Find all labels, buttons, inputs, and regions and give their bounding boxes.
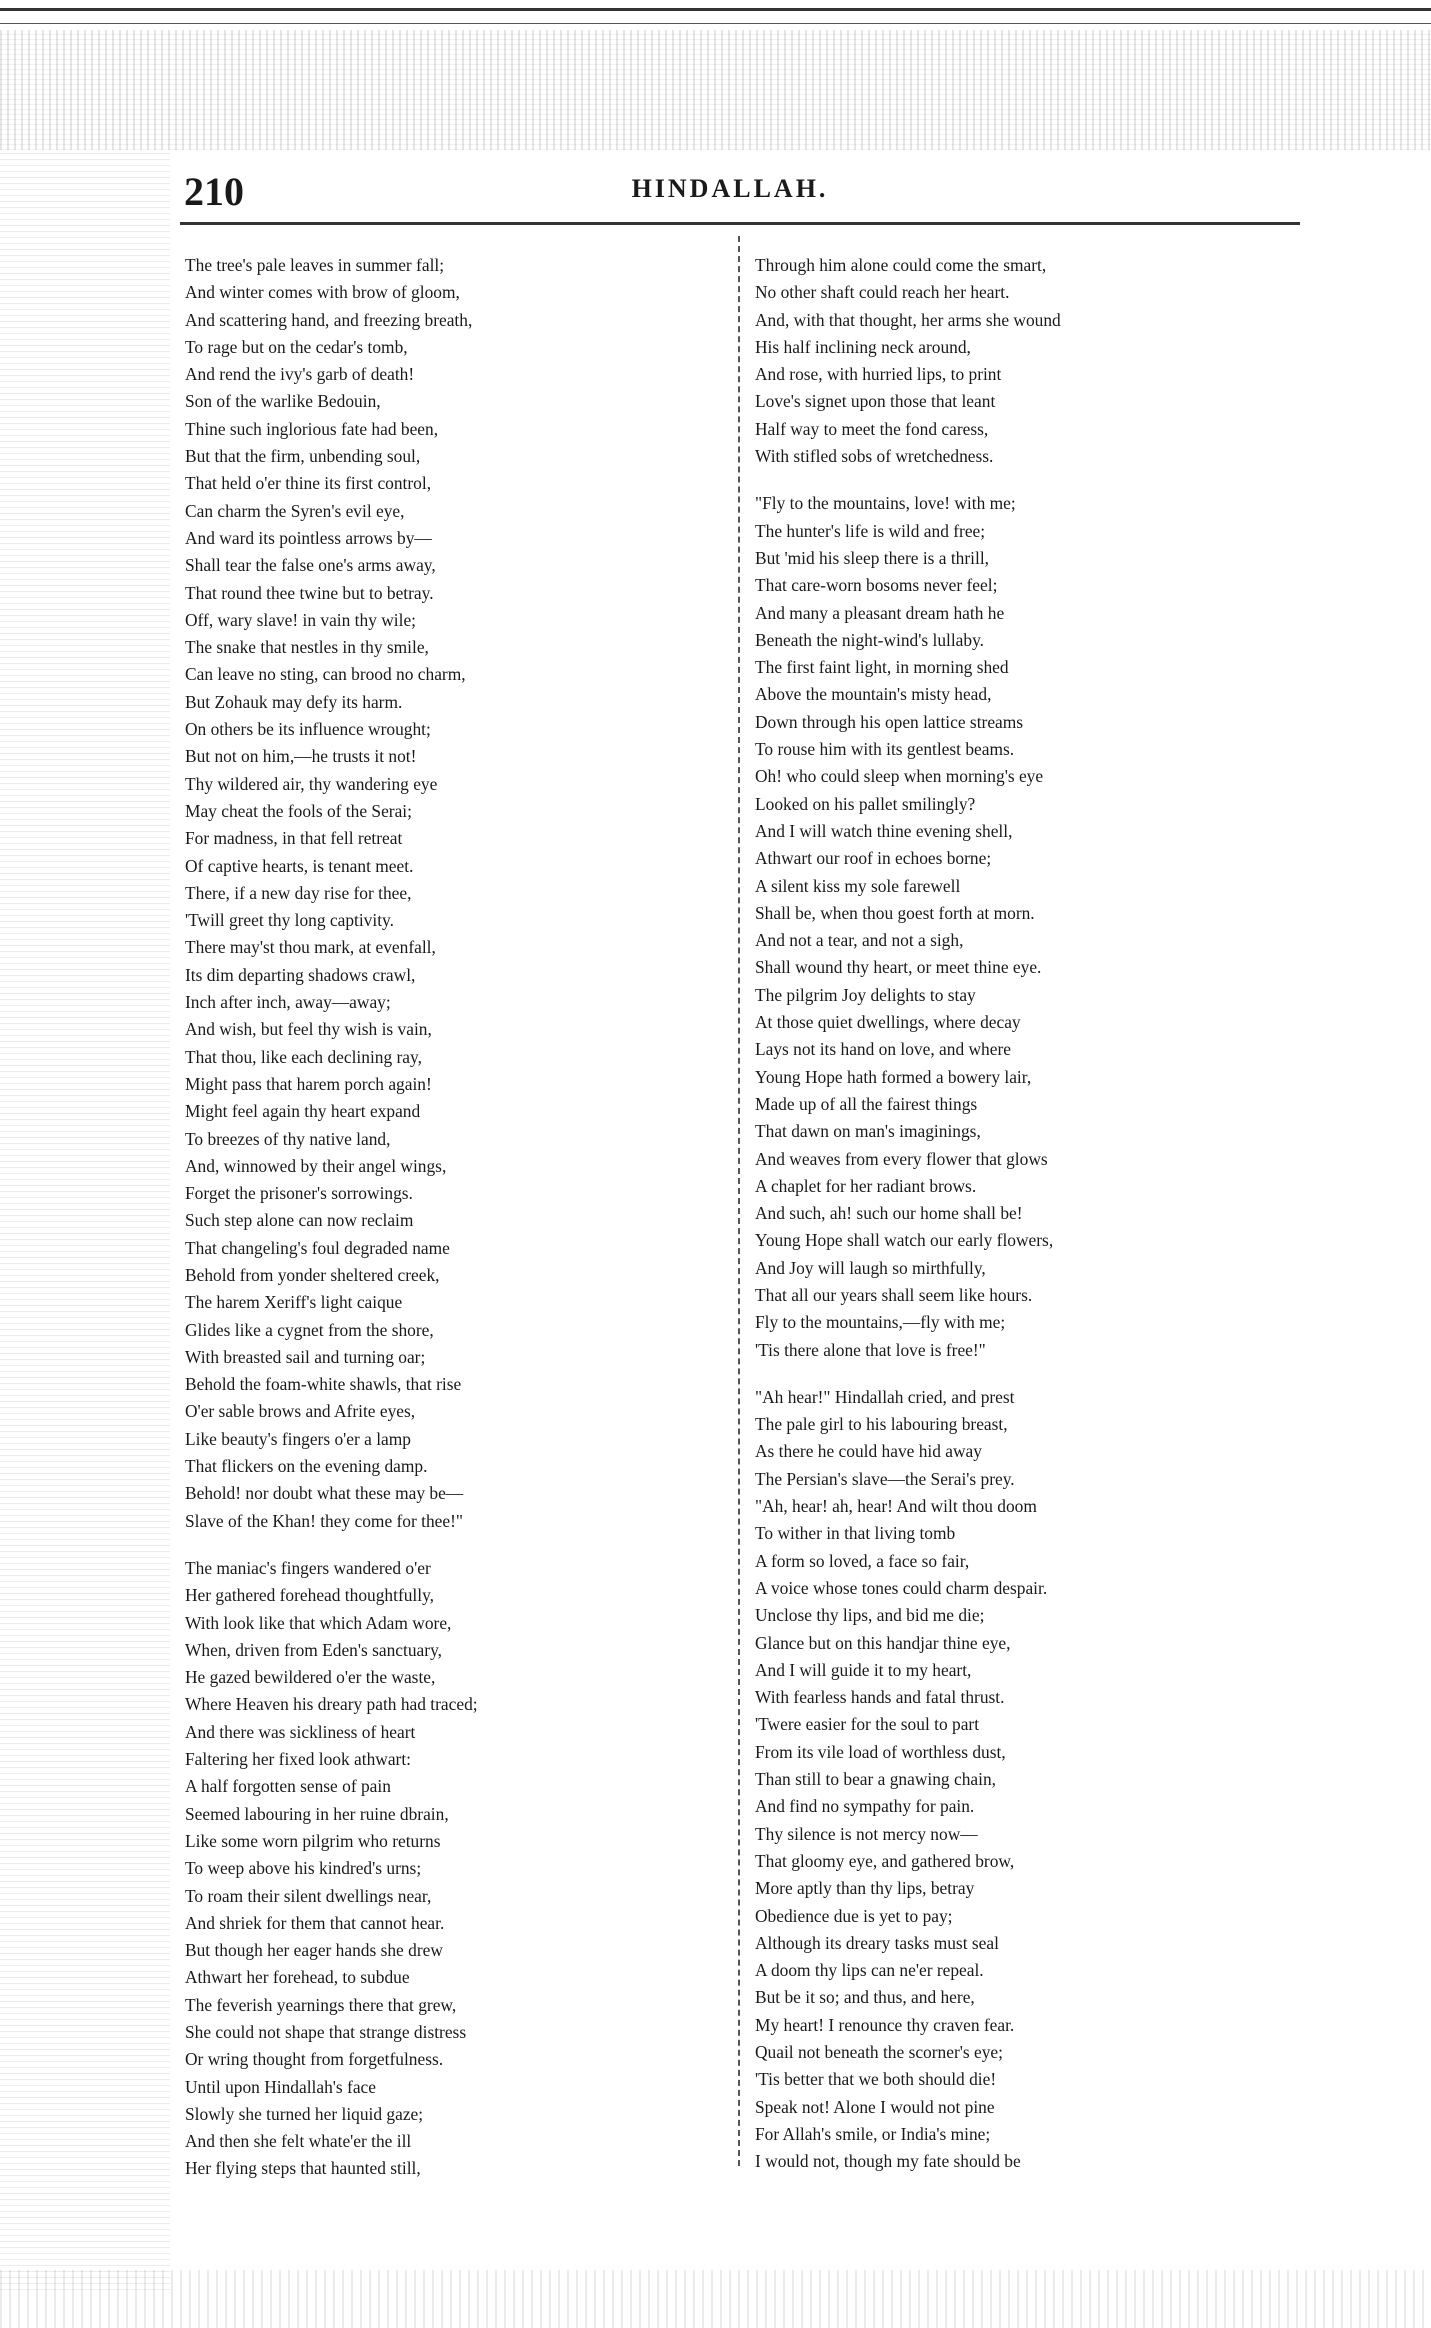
poem-line: Beneath the night-wind's lullaby. bbox=[755, 629, 985, 650]
poem-line: That held o'er thine its first control, bbox=[185, 473, 432, 494]
poem-line: And wish, but feel thy wish is vain, bbox=[185, 1019, 432, 1040]
poem-line: And rose, with hurried lips, to print bbox=[755, 364, 1002, 385]
poem-line: A chaplet for her radiant brows. bbox=[755, 1175, 977, 1196]
poem-line: A voice whose tones could charm despair. bbox=[755, 1577, 1048, 1598]
poem-line: No other shaft could reach her heart. bbox=[755, 282, 1010, 303]
poem-line: My heart! I renounce thy craven fear. bbox=[755, 2014, 1015, 2035]
poem-line: Slave of the Khan! they come for thee!" bbox=[185, 1510, 463, 1531]
poem-line: "Fly to the mountains, love! with me; bbox=[755, 493, 1016, 514]
poem-line: Might feel again thy heart expand bbox=[185, 1101, 421, 1122]
poem-line: Behold! nor doubt what these may be— bbox=[185, 1483, 464, 1504]
poem-line: Love's signet upon those that leant bbox=[755, 391, 996, 412]
scan-noise-left bbox=[0, 150, 170, 2290]
poem-line: Glides like a cygnet from the shore, bbox=[185, 1319, 434, 1340]
poem-line: Speak not! Alone I would not pine bbox=[755, 2096, 995, 2117]
poem-line: And many a pleasant dream hath he bbox=[755, 602, 1005, 623]
poem-line: 'Twill greet thy long captivity. bbox=[185, 910, 394, 931]
poem-line: The snake that nestles in thy smile, bbox=[185, 637, 429, 658]
poem-line: 'Tis there alone that love is free!" bbox=[755, 1339, 986, 1360]
poem-line: Forget the prisoner's sorrowings. bbox=[185, 1183, 413, 1204]
poem-line: Young Hope hath formed a bowery lair, bbox=[755, 1066, 1032, 1087]
stanza-gap bbox=[755, 1364, 1315, 1384]
poem-line: "Ah hear!" Hindallah cried, and prest bbox=[755, 1386, 1015, 1407]
poem-line: A half forgotten sense of pain bbox=[185, 1776, 391, 1797]
poem-line: From its vile load of worthless dust, bbox=[755, 1741, 1006, 1762]
poem-line: His half inclining neck around, bbox=[755, 336, 971, 357]
column-divider bbox=[738, 236, 740, 2166]
poem-line: Such step alone can now reclaim bbox=[185, 1210, 414, 1231]
poem-line: He gazed bewildered o'er the waste, bbox=[185, 1667, 436, 1688]
poem-line: Down through his open lattice streams bbox=[755, 711, 1024, 732]
poem-line: That flickers on the evening damp. bbox=[185, 1456, 428, 1477]
stanza-gap bbox=[185, 1535, 725, 1555]
poem-line: Through him alone could come the smart, bbox=[755, 255, 1047, 275]
poem-line: 'Tis better that we both should die! bbox=[755, 2069, 997, 2090]
poem-line: The pale girl to his labouring breast, bbox=[755, 1414, 1008, 1435]
poem-line: And ward its pointless arrows by— bbox=[185, 527, 432, 548]
poem-line: Glance but on this handjar thine eye, bbox=[755, 1632, 1011, 1653]
poem-line: And not a tear, and not a sigh, bbox=[755, 930, 964, 951]
poem-line: To rage but on the cedar's tomb, bbox=[185, 336, 408, 357]
poem-line: Son of the warlike Bedouin, bbox=[185, 391, 381, 412]
scan-noise-bottom bbox=[0, 2270, 1431, 2328]
poem-line: Shall tear the false one's arms away, bbox=[185, 555, 436, 576]
poem-line: Thine such inglorious fate had been, bbox=[185, 418, 439, 439]
poem-line: Slowly she turned her liquid gaze; bbox=[185, 2103, 424, 2124]
poem-line: I would not, though my fate should be bbox=[755, 2151, 1021, 2172]
poem-line: And scattering hand, and freezing breath, bbox=[185, 309, 473, 330]
poem-line: The harem Xeriff's light caique bbox=[185, 1292, 403, 1313]
poem-line: May cheat the fools of the Serai; bbox=[185, 800, 412, 821]
poem-line: On others be its influence wrought; bbox=[185, 719, 431, 740]
poem-line: For madness, in that fell retreat bbox=[185, 828, 403, 849]
poem-line: And, with that thought, her arms she wound bbox=[755, 309, 1061, 330]
poem-line: Obedience due is yet to pay; bbox=[755, 1905, 953, 1926]
poem-line: Than still to bear a gnawing chain, bbox=[755, 1769, 996, 1790]
poem-line: But not on him,—he trusts it not! bbox=[185, 746, 417, 767]
poem-line: Her flying steps that haunted still, bbox=[185, 2158, 421, 2179]
poem-line: And weaves from every flower that glows bbox=[755, 1148, 1048, 1169]
poem-line: And I will watch thine evening shell, bbox=[755, 820, 1013, 841]
poem-line: For Allah's smile, or India's mine; bbox=[755, 2123, 991, 2144]
poem-line: And find no sympathy for pain. bbox=[755, 1796, 975, 1817]
poem-line: Athwart our roof in echoes borne; bbox=[755, 848, 992, 869]
poem-line: Fly to the mountains,—fly with me; bbox=[755, 1312, 1006, 1333]
poem-line: Thy wildered air, thy wandering eye bbox=[185, 773, 438, 794]
poem-line: But 'mid his sleep there is a thrill, bbox=[755, 547, 990, 568]
poem-line: The feverish yearnings there that grew, bbox=[185, 1994, 457, 2015]
poem-line: Although its dreary tasks must seal bbox=[755, 1932, 999, 1953]
poem-line: To rouse him with its gentlest beams. bbox=[755, 739, 1015, 760]
poem-line: That round thee twine but to betray. bbox=[185, 582, 434, 603]
poem-line: With look like that which Adam wore, bbox=[185, 1612, 452, 1633]
poem-line: Lays not its hand on love, and where bbox=[755, 1039, 1011, 1060]
poem-line: Shall wound thy heart, or meet thine eye. bbox=[755, 957, 1042, 978]
poem-line: The pilgrim Joy delights to stay bbox=[755, 984, 976, 1005]
poem-line: The maniac's fingers wandered o'er bbox=[185, 1557, 431, 1578]
poem-line: And shriek for them that cannot hear. bbox=[185, 1912, 445, 1933]
top-border-rule bbox=[0, 8, 1431, 24]
poem-line: But that the firm, unbending soul, bbox=[185, 446, 421, 467]
running-head: HINDALLAH. bbox=[631, 174, 829, 203]
poem-line: Like some worn pilgrim who returns bbox=[185, 1830, 441, 1851]
poem-line: A doom thy lips can ne'er repeal. bbox=[755, 1960, 984, 1981]
poem-line: Faltering her fixed look athwart: bbox=[185, 1749, 412, 1770]
poem-line: Behold from yonder sheltered creek, bbox=[185, 1264, 440, 1285]
poem-line: Above the mountain's misty head, bbox=[755, 684, 992, 705]
poem-line: To wither in that living tomb bbox=[755, 1523, 956, 1544]
poem-line: More aptly than thy lips, betray bbox=[755, 1878, 975, 1899]
poem-line: The first faint light, in morning shed bbox=[755, 657, 1009, 678]
poem-line: Half way to meet the fond caress, bbox=[755, 418, 989, 439]
poem-line: With stifled sobs of wretchedness. bbox=[755, 446, 994, 467]
poem-line: Athwart her forehead, to subdue bbox=[185, 1967, 410, 1988]
poem-line: O'er sable brows and Afrite eyes, bbox=[185, 1401, 416, 1422]
poem-line: Young Hope shall watch our early flowers, bbox=[755, 1230, 1054, 1251]
poem-line: Unclose thy lips, and bid me die; bbox=[755, 1605, 985, 1626]
poem-line: Can charm the Syren's evil eye, bbox=[185, 500, 405, 521]
poem-line: Off, wary slave! in vain thy wile; bbox=[185, 609, 417, 630]
poem-line: But be it so; and thus, and here, bbox=[755, 1987, 975, 2008]
poem-line: Until upon Hindallah's face bbox=[185, 2076, 376, 2097]
poem-line: And such, ah! such our home shall be! bbox=[755, 1203, 1023, 1224]
poem-line: Like beauty's fingers o'er a lamp bbox=[185, 1428, 411, 1449]
poem-line: That changeling's foul degraded name bbox=[185, 1237, 450, 1258]
poem-line: And rend the ivy's garb of death! bbox=[185, 364, 415, 385]
poem-line: With breasted sail and turning oar; bbox=[185, 1346, 426, 1367]
poem-line: Made up of all the fairest things bbox=[755, 1093, 978, 1114]
poem-line: Might pass that harem porch again! bbox=[185, 1073, 432, 1094]
poem-line: When, driven from Eden's sanctuary, bbox=[185, 1639, 442, 1660]
poem-line: 'Twere easier for the soul to part bbox=[755, 1714, 980, 1735]
poem-line: There may'st thou mark, at evenfall, bbox=[185, 937, 436, 958]
poem-line: "Ah, hear! ah, hear! And wilt thou doom bbox=[755, 1496, 1037, 1517]
poem-line: That thou, like each declining ray, bbox=[185, 1046, 422, 1067]
poem-line: And winter comes with brow of gloom, bbox=[185, 282, 460, 303]
poem-line: Her gathered forehead thoughtfully, bbox=[185, 1585, 435, 1606]
poem-line: But though her eager hands she drew bbox=[185, 1940, 443, 1961]
poem-line: Shall be, when thou goest forth at morn. bbox=[755, 902, 1035, 923]
poem-line: Inch after inch, away—away; bbox=[185, 992, 391, 1013]
poem-line: Oh! who could sleep when morning's eye bbox=[755, 766, 1044, 787]
poem-line: The Persian's slave—the Serai's prey. bbox=[755, 1468, 1015, 1489]
poem-line: That dawn on man's imaginings, bbox=[755, 1121, 981, 1142]
poem-line: Seemed labouring in her ruine dbrain, bbox=[185, 1803, 449, 1824]
poem-line: A form so loved, a face so fair, bbox=[755, 1550, 970, 1571]
poem-line: A silent kiss my sole farewell bbox=[755, 875, 961, 896]
poem-line: Quail not beneath the scorner's eye; bbox=[755, 2042, 1003, 2062]
stanza-gap bbox=[755, 470, 1315, 490]
poem-line: Where Heaven his dreary path had traced; bbox=[185, 1694, 478, 1715]
poem-line: There, if a new day rise for thee, bbox=[185, 882, 412, 903]
poem-line: That care-worn bosoms never feel; bbox=[755, 575, 998, 596]
poem-line: The hunter's life is wild and free; bbox=[755, 520, 986, 541]
poem-line: Of captive hearts, is tenant meet. bbox=[185, 855, 414, 876]
poem-line: That all our years shall seem like hours. bbox=[755, 1284, 1033, 1305]
poem-line: To breezes of thy native land, bbox=[185, 1128, 391, 1149]
poem-line: The tree's pale leaves in summer fall; bbox=[185, 255, 445, 275]
poem-line: As there he could have hid away bbox=[755, 1441, 982, 1462]
poem-line: She could not shape that strange distress bbox=[185, 2022, 467, 2042]
right-column bbox=[755, 252, 1315, 2175]
header-rule bbox=[180, 222, 1300, 225]
poem-line: And then she felt whate'er the ill bbox=[185, 2131, 412, 2152]
poem-line: Thy silence is not mercy now— bbox=[755, 1823, 978, 1844]
poem-line: To roam their silent dwellings near, bbox=[185, 1885, 432, 1906]
poem-line: And, winnowed by their angel wings, bbox=[185, 1155, 447, 1176]
poem-line: Behold the foam-white shawls, that rise bbox=[185, 1374, 462, 1395]
poem-line: And I will guide it to my heart, bbox=[755, 1659, 972, 1680]
poem-line: That gloomy eye, and gathered brow, bbox=[755, 1850, 1015, 1871]
poem-line: Its dim departing shadows crawl, bbox=[185, 964, 416, 985]
poem-line: And Joy will laugh so mirthfully, bbox=[755, 1257, 986, 1278]
poem-line: Can leave no sting, can brood no charm, bbox=[185, 664, 466, 685]
left-column bbox=[185, 252, 725, 2183]
poem-line: Or wring thought from forgetfulness. bbox=[185, 2049, 444, 2070]
poem-line: Looked on his pallet smilingly? bbox=[755, 793, 976, 814]
poem-line: To weep above his kindred's urns; bbox=[185, 1858, 422, 1879]
poem-line: With fearless hands and fatal thrust. bbox=[755, 1687, 1005, 1708]
scan-noise-top bbox=[0, 30, 1431, 150]
page-number: 210 bbox=[184, 169, 244, 214]
poem-line: At those quiet dwellings, where decay bbox=[755, 1012, 1021, 1033]
poem-line: But Zohauk may defy its harm. bbox=[185, 691, 403, 712]
poem-line: And there was sickliness of heart bbox=[185, 1721, 416, 1742]
